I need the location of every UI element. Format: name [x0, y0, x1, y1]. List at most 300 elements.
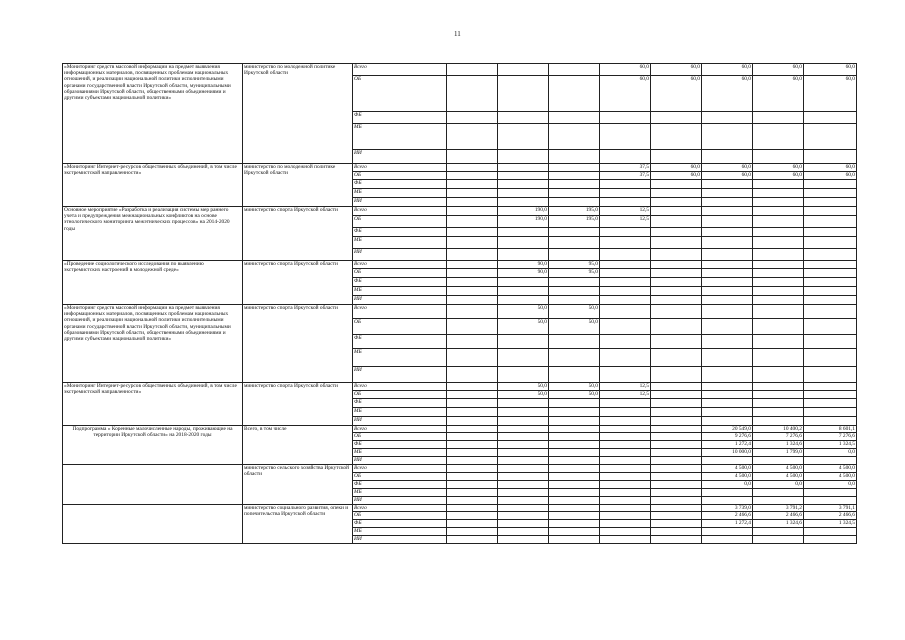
- value-cell: [600, 512, 651, 520]
- value-cell: [600, 481, 651, 489]
- value-cell: [447, 150, 498, 164]
- value-cell: [600, 528, 651, 536]
- value-cell: 95,0: [549, 261, 600, 269]
- value-cell: [702, 249, 753, 261]
- value-cell: [804, 150, 857, 164]
- value-cell: [498, 441, 549, 449]
- value-cell: [549, 237, 600, 249]
- table-row: [63, 64, 857, 76]
- value-cell: [498, 457, 549, 465]
- funding-source-cell: ИИ: [353, 296, 447, 305]
- funding-source-cell: ИИ: [353, 150, 447, 164]
- value-cell: [804, 367, 857, 383]
- value-cell: [447, 408, 498, 417]
- value-cell: [447, 164, 498, 172]
- value-cell: 50,0: [498, 383, 549, 391]
- value-cell: [651, 207, 702, 216]
- value-cell: [753, 335, 804, 349]
- value-cell: [447, 489, 498, 497]
- value-cell: [753, 261, 804, 269]
- value-cell: 50,0: [549, 305, 600, 319]
- value-cell: 9 276,6: [702, 433, 753, 441]
- value-cell: [600, 296, 651, 305]
- value-cell: [447, 112, 498, 124]
- value-cell: [651, 408, 702, 417]
- value-cell: [600, 198, 651, 207]
- value-cell: [549, 417, 600, 426]
- value-cell: [600, 189, 651, 198]
- value-cell: [804, 417, 857, 426]
- value-cell: [702, 349, 753, 367]
- funding-source-cell: ИИ: [353, 417, 447, 426]
- value-cell: [498, 489, 549, 497]
- value-cell: [549, 112, 600, 124]
- value-cell: [549, 481, 600, 489]
- value-cell: [498, 198, 549, 207]
- value-cell: [498, 278, 549, 287]
- value-cell: [753, 489, 804, 497]
- funding-source-cell: МБ: [353, 489, 447, 497]
- value-cell: [702, 207, 753, 216]
- value-cell: [753, 349, 804, 367]
- funding-source-cell: МБ: [353, 349, 447, 367]
- value-cell: [804, 198, 857, 207]
- value-cell: [702, 189, 753, 198]
- value-cell: [447, 180, 498, 189]
- value-cell: [498, 528, 549, 536]
- value-cell: [549, 465, 600, 473]
- value-cell: [447, 391, 498, 399]
- value-cell: [498, 417, 549, 426]
- value-cell: [447, 76, 498, 112]
- value-cell: [600, 261, 651, 269]
- funding-source-cell: ОБ: [353, 269, 447, 278]
- activity-description: «Мониторинг средств массовой информации на предмет выявления информационных материалов, посвященных проблемам национальных отношений, и реализации национальной политики исполнительными органами государственной власти Иркутской области, муниципальными образованиями Иркутской области, общественными объединениями и другими субъектами национальной политики»: [63, 64, 243, 164]
- value-cell: [549, 497, 600, 505]
- funding-source-cell: ОБ: [353, 391, 447, 399]
- value-cell: [804, 349, 857, 367]
- value-cell: [753, 198, 804, 207]
- value-cell: [498, 367, 549, 383]
- value-cell: 190,0: [498, 216, 549, 228]
- value-cell: [804, 261, 857, 269]
- value-cell: [447, 198, 498, 207]
- value-cell: [549, 473, 600, 481]
- value-cell: 3 739,0: [702, 505, 753, 512]
- value-cell: 12,5: [600, 207, 651, 216]
- value-cell: [651, 528, 702, 536]
- value-cell: [702, 278, 753, 287]
- value-cell: [447, 520, 498, 528]
- value-cell: [651, 367, 702, 383]
- value-cell: 95,0: [549, 269, 600, 278]
- value-cell: 2 466,6: [753, 512, 804, 520]
- value-cell: [600, 505, 651, 512]
- value-cell: [753, 216, 804, 228]
- value-cell: [702, 536, 753, 544]
- value-cell: [447, 319, 498, 335]
- value-cell: [804, 207, 857, 216]
- value-cell: [549, 64, 600, 76]
- value-cell: 1 324,6: [753, 441, 804, 449]
- funding-source-cell: ФБ: [353, 112, 447, 124]
- value-cell: [804, 383, 857, 391]
- value-cell: [753, 417, 804, 426]
- value-cell: 12,5: [600, 216, 651, 228]
- funding-source-cell: Всего: [353, 64, 447, 76]
- value-cell: [804, 237, 857, 249]
- value-cell: 60,0: [804, 76, 857, 112]
- value-cell: [600, 150, 651, 164]
- value-cell: 60,0: [702, 76, 753, 112]
- executor-cell: министерство спорта Иркутской области: [243, 261, 353, 305]
- value-cell: [600, 465, 651, 473]
- funding-source-cell: ФБ: [353, 228, 447, 237]
- value-cell: [804, 216, 857, 228]
- value-cell: [753, 497, 804, 505]
- value-cell: [753, 528, 804, 536]
- value-cell: [753, 391, 804, 399]
- value-cell: [600, 180, 651, 189]
- value-cell: 60,0: [600, 64, 651, 76]
- value-cell: [753, 287, 804, 296]
- value-cell: [447, 349, 498, 367]
- table-row: [63, 261, 857, 269]
- value-cell: [651, 441, 702, 449]
- value-cell: [600, 269, 651, 278]
- value-cell: [702, 180, 753, 189]
- value-cell: [651, 391, 702, 399]
- table-row: [63, 465, 857, 473]
- value-cell: [549, 399, 600, 408]
- value-cell: [447, 296, 498, 305]
- value-cell: [447, 449, 498, 457]
- value-cell: [702, 528, 753, 536]
- value-cell: [498, 150, 549, 164]
- value-cell: [753, 237, 804, 249]
- funding-source-cell: ОБ: [353, 473, 447, 481]
- value-cell: [498, 481, 549, 489]
- value-cell: [651, 237, 702, 249]
- value-cell: [600, 249, 651, 261]
- value-cell: [498, 399, 549, 408]
- value-cell: [804, 189, 857, 198]
- value-cell: [600, 349, 651, 367]
- value-cell: 1 324,5: [804, 520, 857, 528]
- value-cell: [600, 426, 651, 433]
- value-cell: 1 272,4: [702, 520, 753, 528]
- value-cell: [549, 457, 600, 465]
- funding-source-cell: ИИ: [353, 367, 447, 383]
- value-cell: [702, 497, 753, 505]
- table-row: [63, 383, 857, 391]
- value-cell: 0,0: [804, 481, 857, 489]
- value-cell: [498, 76, 549, 112]
- value-cell: [804, 228, 857, 237]
- value-cell: [447, 261, 498, 269]
- value-cell: [804, 399, 857, 408]
- value-cell: [447, 237, 498, 249]
- value-cell: 1 324,6: [753, 520, 804, 528]
- value-cell: [702, 269, 753, 278]
- value-cell: 37,5: [600, 164, 651, 172]
- value-cell: [549, 335, 600, 349]
- value-cell: [498, 124, 549, 150]
- value-cell: [447, 383, 498, 391]
- value-cell: 90,0: [498, 269, 549, 278]
- value-cell: [447, 305, 498, 319]
- value-cell: 60,0: [651, 172, 702, 180]
- value-cell: [753, 296, 804, 305]
- value-cell: [549, 124, 600, 150]
- value-cell: [651, 198, 702, 207]
- value-cell: 60,0: [702, 172, 753, 180]
- value-cell: [651, 287, 702, 296]
- value-cell: [498, 426, 549, 433]
- value-cell: [447, 426, 498, 433]
- value-cell: 60,0: [651, 64, 702, 76]
- value-cell: [651, 189, 702, 198]
- value-cell: [753, 305, 804, 319]
- value-cell: [549, 296, 600, 305]
- value-cell: [702, 237, 753, 249]
- table-row: [63, 207, 857, 216]
- value-cell: 10 000,0: [702, 449, 753, 457]
- value-cell: [702, 399, 753, 408]
- value-cell: [549, 189, 600, 198]
- value-cell: [498, 497, 549, 505]
- value-cell: [549, 180, 600, 189]
- funding-source-cell: МБ: [353, 124, 447, 150]
- value-cell: 3 791,2: [753, 505, 804, 512]
- value-cell: [549, 249, 600, 261]
- value-cell: [651, 505, 702, 512]
- value-cell: [753, 399, 804, 408]
- executor-cell: министерство спорта Иркутской области: [243, 305, 353, 383]
- value-cell: [498, 465, 549, 473]
- value-cell: 4 500,0: [702, 473, 753, 481]
- value-cell: 3 791,1: [804, 505, 857, 512]
- value-cell: [600, 112, 651, 124]
- value-cell: 60,0: [804, 172, 857, 180]
- value-cell: 60,0: [753, 64, 804, 76]
- value-cell: [447, 269, 498, 278]
- value-cell: [498, 349, 549, 367]
- value-cell: [651, 249, 702, 261]
- value-cell: 4 500,0: [702, 465, 753, 473]
- value-cell: [498, 189, 549, 198]
- value-cell: 50,0: [498, 305, 549, 319]
- value-cell: [702, 489, 753, 497]
- value-cell: [447, 124, 498, 150]
- value-cell: [651, 296, 702, 305]
- value-cell: [498, 512, 549, 520]
- value-cell: [651, 305, 702, 319]
- value-cell: [549, 287, 600, 296]
- value-cell: [498, 408, 549, 417]
- value-cell: [702, 305, 753, 319]
- value-cell: 60,0: [804, 164, 857, 172]
- value-cell: [804, 497, 857, 505]
- value-cell: [447, 473, 498, 481]
- funding-source-cell: ИИ: [353, 249, 447, 261]
- value-cell: 4 500,0: [804, 465, 857, 473]
- value-cell: [804, 489, 857, 497]
- value-cell: [600, 489, 651, 497]
- financing-table: [62, 63, 857, 544]
- value-cell: [447, 465, 498, 473]
- value-cell: [651, 124, 702, 150]
- value-cell: 50,0: [549, 383, 600, 391]
- table-row: [63, 305, 857, 319]
- value-cell: [702, 296, 753, 305]
- value-cell: [447, 207, 498, 216]
- funding-source-cell: МБ: [353, 408, 447, 417]
- funding-source-cell: ОБ: [353, 433, 447, 441]
- value-cell: [498, 449, 549, 457]
- funding-source-cell: Всего: [353, 383, 447, 391]
- value-cell: 60,0: [753, 172, 804, 180]
- value-cell: [549, 367, 600, 383]
- value-cell: [702, 335, 753, 349]
- value-cell: [498, 249, 549, 261]
- value-cell: [549, 512, 600, 520]
- value-cell: [753, 408, 804, 417]
- value-cell: [651, 216, 702, 228]
- value-cell: [702, 367, 753, 383]
- executor-cell: министерство сельского хозяйства Иркутской области: [243, 465, 353, 505]
- value-cell: 50,0: [498, 391, 549, 399]
- value-cell: 60,0: [702, 164, 753, 172]
- value-cell: [753, 180, 804, 189]
- table-body: [63, 64, 857, 544]
- value-cell: [447, 189, 498, 198]
- value-cell: [804, 287, 857, 296]
- value-cell: 8 601,1: [804, 426, 857, 433]
- funding-source-cell: МБ: [353, 449, 447, 457]
- value-cell: [651, 278, 702, 287]
- value-cell: [753, 124, 804, 150]
- value-cell: 1 799,0: [753, 449, 804, 457]
- value-cell: 1 324,5: [804, 441, 857, 449]
- value-cell: [651, 180, 702, 189]
- value-cell: [498, 64, 549, 76]
- value-cell: [447, 249, 498, 261]
- value-cell: [600, 278, 651, 287]
- value-cell: [702, 112, 753, 124]
- funding-source-cell: ФБ: [353, 180, 447, 189]
- value-cell: 4 500,0: [753, 465, 804, 473]
- value-cell: [600, 497, 651, 505]
- value-cell: [600, 287, 651, 296]
- funding-source-cell: МБ: [353, 528, 447, 536]
- value-cell: [702, 198, 753, 207]
- value-cell: [549, 520, 600, 528]
- value-cell: 0,0: [702, 481, 753, 489]
- value-cell: [651, 512, 702, 520]
- executor-cell: министерство по молодежной политике Иркутской области: [243, 164, 353, 207]
- value-cell: [447, 228, 498, 237]
- value-cell: [549, 349, 600, 367]
- value-cell: [702, 216, 753, 228]
- value-cell: [447, 536, 498, 544]
- value-cell: [447, 399, 498, 408]
- funding-source-cell: Всего: [353, 305, 447, 319]
- value-cell: [753, 536, 804, 544]
- value-cell: 7 276,6: [804, 433, 857, 441]
- value-cell: [651, 349, 702, 367]
- value-cell: [549, 528, 600, 536]
- value-cell: 60,0: [702, 64, 753, 76]
- value-cell: [447, 441, 498, 449]
- value-cell: [447, 335, 498, 349]
- value-cell: [447, 367, 498, 383]
- funding-source-cell: ИИ: [353, 536, 447, 544]
- value-cell: [447, 64, 498, 76]
- activity-description: «Мониторинг средств массовой информации на предмет выявления информационных материалов, посвященных проблемам национальных отношений, и реализации национальной политики исполнительными органами государственной власти Иркутской области, муниципальными образованиями Иркутской области, общественными объединениями и другими субъектами национальной политики»: [63, 305, 243, 383]
- value-cell: 12,5: [600, 391, 651, 399]
- activity-description: Основное мероприятие «Разработка и реализация системы мер раннего учета и предупреждения межнациональных конфликтов на основе этнологического мониторинга межэтнических процессов» на 2014-2020 годы: [63, 207, 243, 261]
- value-cell: [804, 112, 857, 124]
- value-cell: [447, 278, 498, 287]
- funding-source-cell: ФБ: [353, 278, 447, 287]
- value-cell: [753, 189, 804, 198]
- value-cell: [600, 441, 651, 449]
- value-cell: [498, 172, 549, 180]
- value-cell: 60,0: [804, 64, 857, 76]
- value-cell: [498, 520, 549, 528]
- value-cell: [702, 124, 753, 150]
- value-cell: [651, 261, 702, 269]
- executor-cell: министерство по молодежной политике Иркутской области: [243, 64, 353, 164]
- funding-source-cell: МБ: [353, 189, 447, 198]
- funding-source-cell: ОБ: [353, 512, 447, 520]
- value-cell: [753, 383, 804, 391]
- value-cell: [600, 433, 651, 441]
- value-cell: [651, 335, 702, 349]
- table-row: [63, 426, 857, 433]
- value-cell: [702, 150, 753, 164]
- value-cell: [498, 335, 549, 349]
- value-cell: [498, 296, 549, 305]
- value-cell: [651, 449, 702, 457]
- value-cell: [498, 112, 549, 124]
- value-cell: [600, 367, 651, 383]
- value-cell: [651, 473, 702, 481]
- value-cell: 60,0: [651, 164, 702, 172]
- value-cell: [702, 417, 753, 426]
- value-cell: [804, 391, 857, 399]
- funding-source-cell: ФБ: [353, 481, 447, 489]
- funding-source-cell: ФБ: [353, 520, 447, 528]
- value-cell: [447, 216, 498, 228]
- value-cell: [753, 112, 804, 124]
- value-cell: [447, 287, 498, 296]
- value-cell: [702, 391, 753, 399]
- value-cell: [651, 319, 702, 335]
- value-cell: [600, 237, 651, 249]
- funding-source-cell: ИИ: [353, 497, 447, 505]
- activity-description: Подпрограмма « Коренные малочисленные народы, проживающие на территории Иркутской области» на 2018-2020 годы: [63, 426, 243, 465]
- value-cell: [447, 481, 498, 489]
- funding-source-cell: Всего: [353, 261, 447, 269]
- executor-cell: Всего, в том числе: [243, 426, 353, 465]
- value-cell: [753, 457, 804, 465]
- value-cell: [804, 335, 857, 349]
- value-cell: 2 466,6: [702, 512, 753, 520]
- value-cell: [753, 319, 804, 335]
- value-cell: [651, 383, 702, 391]
